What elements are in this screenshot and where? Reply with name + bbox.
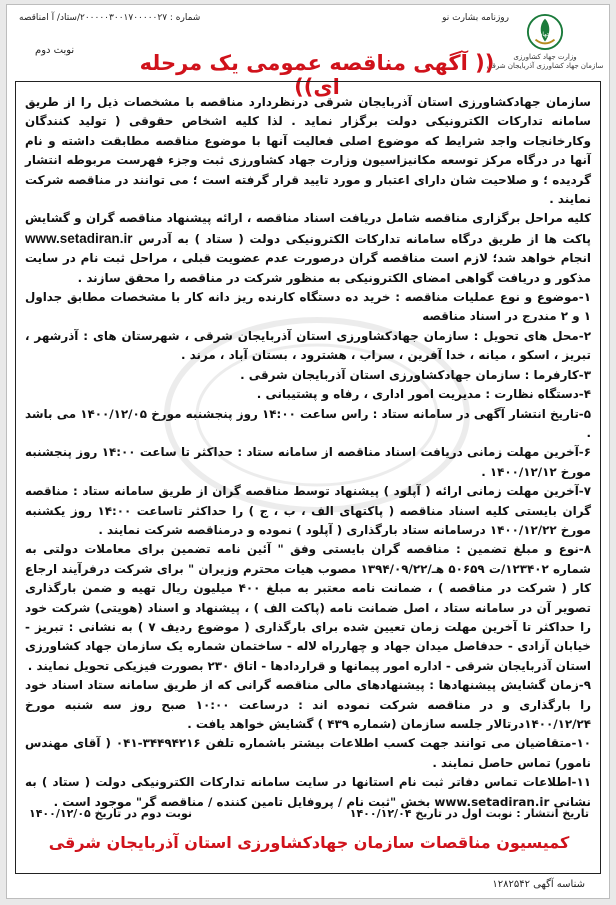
ministry-emblem-icon [526,13,564,51]
committee-signature: کمیسیون مناقصات سازمان جهادکشاورزی استان آذربایجان شرقی [48,833,570,852]
publication-turn-label: نوبت دوم [35,45,75,56]
newspaper-ad-sheet [6,4,610,899]
item-opening-time: ۹-زمان گشایش پیشنهادها : پیشنهادهای مالی مناقصه گرانی که از طریق سامانه ستاد اسناد خود را بارگذاری و در مناقصه شرکت نموده اند : درساعت ۱۰:۰۰ صبح روز سه شنبه مورخ ۱۴۰۰/۱۲/۲۴درتالار جلسه سازمان (شماره ۴۳۹ ) گشایش خواهد یافت . [25,678,591,731]
second-publication-date: نوبت دوم در تاریخ ۱۴۰۰/۱۲/۰۵ [29,807,193,820]
item-contact: ۱۰-متقاضیان می توانند جهت کسب اطلاعات بیشتر باشماره تلفن ۳۴۴۹۴۲۱۶-۰۴۱ ( آقای مهندس نامور) تماس حاصل نمایند . [25,736,591,770]
emblem-text: جهاد [539,31,551,38]
procedure-text-start: کلیه مراحل برگزاری مناقصه شامل دریافت اسناد مناقصه ، ارائه پیشنهاد مناقصه گران و گشایش پاکت ها از طریق درگاه سامانه تدارکات الکترونیکی دولت ( ستاد ) به آدرس [25,211,591,246]
setadiran-link[interactable]: www.setadiran.ir [25,230,133,246]
header-line [19,13,509,23]
newspaper-name: روزنامه بشارت نو [442,13,509,23]
item-registration-offices: ۱۱-اطلاعات تماس دفاتر ثبت نام استانها در سایت سامانه تدارکات الکترونیکی دولت ( ستاد ) به نشانی www.setadiran.ir بخش "ثبت نام / پروفایل تامین کننده / مناقصه گر" موجود است . [25,775,591,809]
procedure-text-end: انجام خواهد شد؛ لازم است مناقصه گران درصورت عدم عضویت قبلی ، مراحل ثبت نام در سایت مذکور و دریافت گواهی امضای الکترونیکی به منظور شرکت در مناقصه را محقق سازند . [25,251,591,285]
publication-dates [29,807,589,820]
item-document-deadline: ۶-آخرین مهلت زمانی دریافت اسناد مناقصه از سامانه ستاد : حداکثر تا ساعت ۱۴:۰۰ روز پنجشنبه مورخ ۱۴۰۰/۱۲/۱۲ . [25,445,591,479]
item-delivery-locations: ۲-محل های تحویل : سازمان جهادکشاورزی استان آذربایجان شرقی ، شهرستان های : آذرشهر ، تبریز ، اسکو ، میانه ، خدا آفرین ، سراب ، هشترود ، بستان آباد ، مرند . [25,328,591,363]
ad-title: (( آگهی مناقصه عمومی یک مرحله ای)) [139,51,495,99]
first-publication-date: تاریخ انتشار : نوبت اول در تاریخ ۱۴۰۰/۱۲/۰۴ [349,807,589,820]
item-employer: ۳-کارفرما : سازمان جهادکشاورزی استان آذربایجان شرقی . [240,367,591,382]
ad-identifier: شناسه آگهی ۱۲۸۲۵۴۲ [492,879,585,890]
logo-caption-line2: سازمان جهاد کشاورزی آذربایجان شرقی [486,62,604,70]
item-publish-date: ۵-تاریخ انتشار آگهی در سامانه ستاد : راس ساعت ۱۴:۰۰ روز پنجشنبه مورخ ۱۴۰۰/۱۲/۰۵ می باشد . [25,406,591,440]
logo-caption-line1: وزارت جهاد کشاورزی [513,53,577,61]
item-subject: ۱-موضوع و نوع عملیات مناقصه : خرید ده دستگاه کارنده ریز دانه کار با مشخصات مطابق جداول ۱ و ۲ مندرج در اسناد مناقصه [25,290,591,324]
reference-number: شماره : ۲۰۰۰۰۰۳۰۰۱۷۰۰۰۰۰۲۷/ستاد/ آ امناقصه [19,13,201,23]
item-submission-deadline: ۷-آخرین مهلت زمانی ارائه ( آپلود ) پیشنهاد توسط مناقصه گران از طریق سامانه ستاد : مناقصه گران بایستی کلیه اسناد مناقصه ( پاکتهای الف ، ب ، ج ) را حداکثر تاساعت ۱۴:۰۰ روز یکشنبه مورخ ۱۴۰۰/۱۲/۲۲ درسامانه ستاد بارگذاری ( آپلود ) نموده و درمناقصه شرکت نمایند . [25,484,592,537]
ad-body [25,93,591,812]
intro-paragraph: سازمان جهادکشاورزی استان آذربایجان شرقی درنظردارد مناقصه با مشخصات ذیل را از طریق سامانه تدارکات الکترونیکی دولت برگزار نماید . لذا کلیه اشخاص حقوقی ( تولید کنندگان وکارخانجات واجد شرایط که موضوع اصلی فعالیت آنها با موضوع مناقصه مطابقت داشته و نام آنها در درگاه مرکز توسعه مکانیزاسیون وزارت جهاد کشاورزی ثبت وجزء فهرست مربوطه انتشار گردیده ؛ و صلاحیت شان دارای اعتبار و مورد تایید قرار گرفته است ؛ می توانند در مناقصه شرکت نمایند . [25,95,591,207]
item-guarantee: ۸-نوع و مبلغ تضمین : مناقصه گران بایستی وفق " آئین نامه تضمین برای معاملات دولتی به شماره ۱۲۳۴۰۲/ت ۵۰۶۵۹ هـ/۱۳۹۴/۰۹/۲۲ مصوب هیات محترم وزیران " برای شرکت درفرآیند ارجاع کار ( شرکت در مناقصه ) ، ضمانت نامه معتبر به مبلغ ۴۰۰ میلیون ریال تهیه و ضمن بارگذاری تصویر آن در سامانه ستاد ، اصل ضمانت نامه (پاکت الف ) ، پیشنهاد و اسناد (هویتی) شرکت خود را حداکثر تا آخرین مهلت زمان تعیین شده برای بارگذاری ( موضوع ردیف ۷ ) به نشانی : تبریز - خیابان آزادی - حدفاصل میدان جهاد و چهارراه لاله - ساختمان شماره یک سازمان جهاد کشاورزی استان آذربایجان شرقی - اداره امور پیمانها و قراردادها - اتاق ۲۳۰ بصورت فیزیکی تحویل نمایند . [25,542,591,673]
procedure-paragraph [25,209,591,288]
item-supervisor: ۴-دستگاه نظارت : مدیریت امور اداری ، رفاه و پشتیبانی . [256,387,591,402]
